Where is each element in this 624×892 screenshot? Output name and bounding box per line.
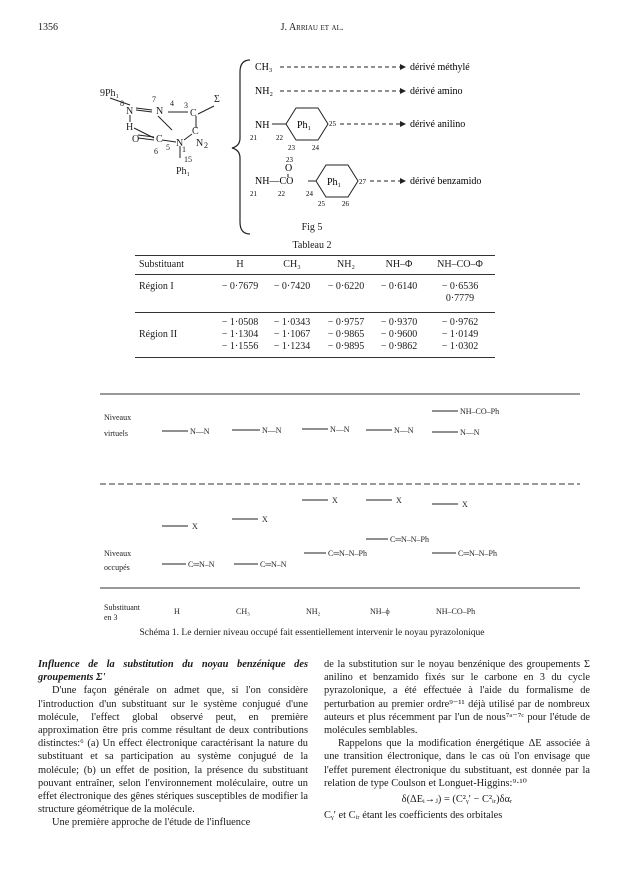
subst-derivative: dérivé amino — [410, 86, 463, 97]
cell-value: − 0·9762 — [441, 317, 479, 328]
figure-caption: Fig 5 — [301, 222, 323, 233]
paragraph: Rappelons que la modification énergétique ΔE associée à une transition électronique, dans le cas où l'on envisage que l'effet purement électronique du substituant, est donnée par la relation de type Coulson et Longuet-Higgins:⁹·¹⁰ — [324, 738, 590, 789]
atom-number: 23 — [288, 144, 295, 152]
cell-value: − 0·9370 — [380, 317, 418, 328]
ring-label: 9Ph₁ — [100, 88, 120, 99]
table-cell — [425, 317, 495, 353]
table-row — [135, 281, 495, 305]
ring-label: 4 — [170, 99, 174, 108]
level-label: C═N–N — [188, 560, 215, 569]
arrow-head-icon — [400, 121, 406, 127]
cell-value: − 0·9895 — [327, 341, 365, 352]
paragraph: de la substitution sur le noyau benzénique des groupements Σ anilino et benzamido fixés sur le carbone en 3 du cycle pyrazolonique, a été effectuée à l'aide du formalisme de perturbation au premier ordre⁹⁻¹¹ déjà utilisé par de nombreux auteurs et plus récemment par l'un de nous⁷ᵃ⁻⁷ᶜ pour l'étude de molécules semblables. — [324, 659, 590, 737]
ring-label: Ph₁ — [176, 166, 191, 177]
equation: δ(ΔEᵢ→ⱼ) = (C²ᵧ′ − C²ᵢᵣ)δαᵣ — [401, 794, 513, 806]
ring-label: N — [156, 106, 164, 117]
atom-number: 23 — [286, 156, 293, 164]
row-label: Région I — [139, 281, 174, 292]
atom-number: 25 — [318, 200, 325, 208]
header-cell: NH–CO–Φ — [437, 259, 483, 270]
substituent-label: NH–ϕ — [370, 607, 390, 616]
scheme-1-drawing — [40, 390, 585, 630]
label-virtual: Niveaux — [104, 413, 132, 422]
ring-label: O — [132, 134, 140, 145]
ring-label: N — [126, 106, 134, 117]
ring-label: 8 — [120, 99, 124, 108]
cell-value: − 0·9600 — [380, 329, 418, 340]
atom-number: 24 — [312, 144, 319, 152]
level-label: N—N — [190, 427, 210, 436]
arrow-head-icon — [400, 64, 406, 70]
level-label: X — [462, 500, 468, 509]
ring-label: 3 — [184, 101, 188, 110]
atom-number: 25 — [329, 120, 336, 128]
cell-value: − 1·1556 — [221, 341, 259, 352]
running-title: J. Arriau et al. — [280, 22, 344, 33]
cell-value: − 0·6536 — [441, 281, 479, 292]
ring-label: 2 — [204, 141, 208, 150]
subst-derivative: dérivé benzamido — [410, 176, 482, 187]
header-cell: H — [236, 259, 244, 270]
atom-number: 21 — [250, 134, 257, 142]
cell-value: − 1·0343 — [273, 317, 311, 328]
subst-formula: NH—CO — [255, 176, 294, 187]
atom-number: 22 — [276, 134, 283, 142]
ring-label: C — [192, 126, 199, 137]
table-title: Tableau 2 — [292, 240, 332, 251]
cell-value: − 1·1067 — [273, 329, 311, 340]
ring-label: 5 — [166, 143, 170, 152]
table-cell — [425, 281, 495, 305]
header-cell: CH₃ — [283, 259, 301, 270]
atom-number: 26 — [342, 200, 349, 208]
cell-value: − 1·1304 — [221, 329, 259, 340]
substituent-label: NH–CO–Ph — [436, 607, 476, 616]
brace-icon — [232, 60, 250, 234]
row-label: Région II — [139, 329, 178, 340]
cell-value: − 1·1234 — [273, 341, 311, 352]
arrow-head-icon — [400, 178, 406, 184]
ring-label: H — [126, 122, 134, 133]
ring-label: N — [196, 138, 204, 149]
label-substituent: en 3 — [104, 613, 118, 622]
level-label: C═N–N–Ph — [328, 549, 368, 558]
level-label: X — [332, 496, 338, 505]
atom-number: 27 — [359, 178, 366, 186]
paragraph: Cᵧ′ et Cᵢᵣ étant les coefficients des orbitales — [324, 810, 503, 822]
table-cell: − 0·7679 — [221, 281, 259, 292]
right-column — [324, 658, 590, 822]
subst-formula: NH — [255, 120, 270, 131]
section-heading: Influence de la substitution du noyau benzénique des groupements Σ' — [38, 659, 308, 684]
table-row — [135, 317, 495, 353]
label-substituent: Substituant — [104, 603, 141, 612]
level-label: N—N — [330, 425, 350, 434]
table-cell: − 0·6220 — [327, 281, 365, 292]
level-label: C═N–N–Ph — [458, 549, 498, 558]
atom-number: 24 — [306, 190, 313, 198]
table-header — [135, 259, 495, 271]
ring-label: 15 — [184, 155, 192, 164]
header-cell: Substituant — [139, 259, 185, 270]
table-2 — [135, 255, 495, 358]
ring-label: 6 — [154, 147, 158, 156]
level-label: C═N–N–Ph — [390, 535, 430, 544]
table-cell: − 0·6140 — [380, 281, 418, 292]
substituent-label: H — [174, 607, 180, 616]
left-column — [38, 658, 308, 830]
ring-label: Ph₁ — [327, 177, 342, 188]
paragraph: D'une façon générale on admet que, si l'on considère l'introduction d'un substituant sur le système conjugué d'une molécule, l'effect global observé peut, en première approximation être pris comme résultant de deux contributions distinctes:⁶ (a) Un effect électronique caractérisant la nature du substituant et sa participation au système conjugué de la molécule; (b) un effet de position, la présence du substituant pouvant entraîner, selon l'environnement moléculaire, outre un effet électronique des gênes stériques susceptibles de modifier la structure géométrique de la molécule. — [38, 685, 308, 816]
level-label: C═N–N — [260, 560, 287, 569]
cell-value: 0·7779 — [445, 293, 475, 304]
subst-derivative: dérivé anilino — [410, 119, 466, 130]
atom-label: O — [285, 163, 293, 174]
level-label: N—N — [394, 426, 414, 435]
figure-5 — [100, 50, 550, 240]
substituent-label: NH₂ — [306, 607, 321, 616]
table-cell — [319, 317, 373, 353]
ring-label: C — [156, 134, 163, 145]
cell-value: − 0·9862 — [380, 341, 418, 352]
level-label: X — [192, 522, 198, 531]
table-cell — [373, 317, 425, 353]
ring-label: 1 — [182, 145, 186, 154]
arrow-head-icon — [400, 88, 406, 94]
table-cell — [215, 317, 265, 353]
header-cell: NH–Φ — [385, 259, 413, 270]
subst-formula: NH₂ — [255, 86, 273, 97]
cell-value: − 0·9865 — [327, 329, 365, 340]
ring-label: 7 — [152, 95, 156, 104]
atom-number: 22 — [278, 190, 285, 198]
scheme-caption: Schéma 1. Le dernier niveau occupé fait essentiellement intervenir le noyau pyrazolonique — [139, 628, 485, 638]
table-cell: − 0·7420 — [273, 281, 311, 292]
ring-label: C — [190, 108, 197, 119]
figure-5-drawing — [100, 50, 550, 240]
ring-label: Ph₁ — [297, 120, 312, 131]
level-label: X — [262, 515, 268, 524]
label-occupied: occupés — [104, 563, 130, 572]
cell-value: − 0·9757 — [327, 317, 365, 328]
paragraph: Une première approche de l'étude de l'influence — [52, 817, 251, 829]
header-cell: NH₂ — [337, 259, 355, 270]
level-label: N—N — [460, 428, 480, 437]
subst-formula: CH₃ — [255, 62, 273, 73]
label-occupied: Niveaux — [104, 549, 132, 558]
level-label: N—N — [262, 426, 282, 435]
table-cell — [265, 317, 319, 353]
ring-label: Σ — [214, 94, 220, 105]
cell-value: − 1·0508 — [221, 317, 259, 328]
cell-value: − 1·0149 — [441, 329, 479, 340]
level-label: NH–CO–Ph — [460, 407, 500, 416]
scheme-1 — [40, 390, 585, 630]
atom-number: 21 — [250, 190, 257, 198]
level-label: X — [396, 496, 402, 505]
ring-labels — [100, 88, 220, 177]
label-virtual: virtuels — [104, 429, 128, 438]
page-number: 1356 — [38, 22, 58, 33]
ring-label: N — [176, 138, 184, 149]
substituent-label: CH₃ — [236, 607, 250, 616]
subst-derivative: dérivé méthylé — [410, 62, 470, 73]
cell-value: − 1·0302 — [441, 341, 479, 352]
